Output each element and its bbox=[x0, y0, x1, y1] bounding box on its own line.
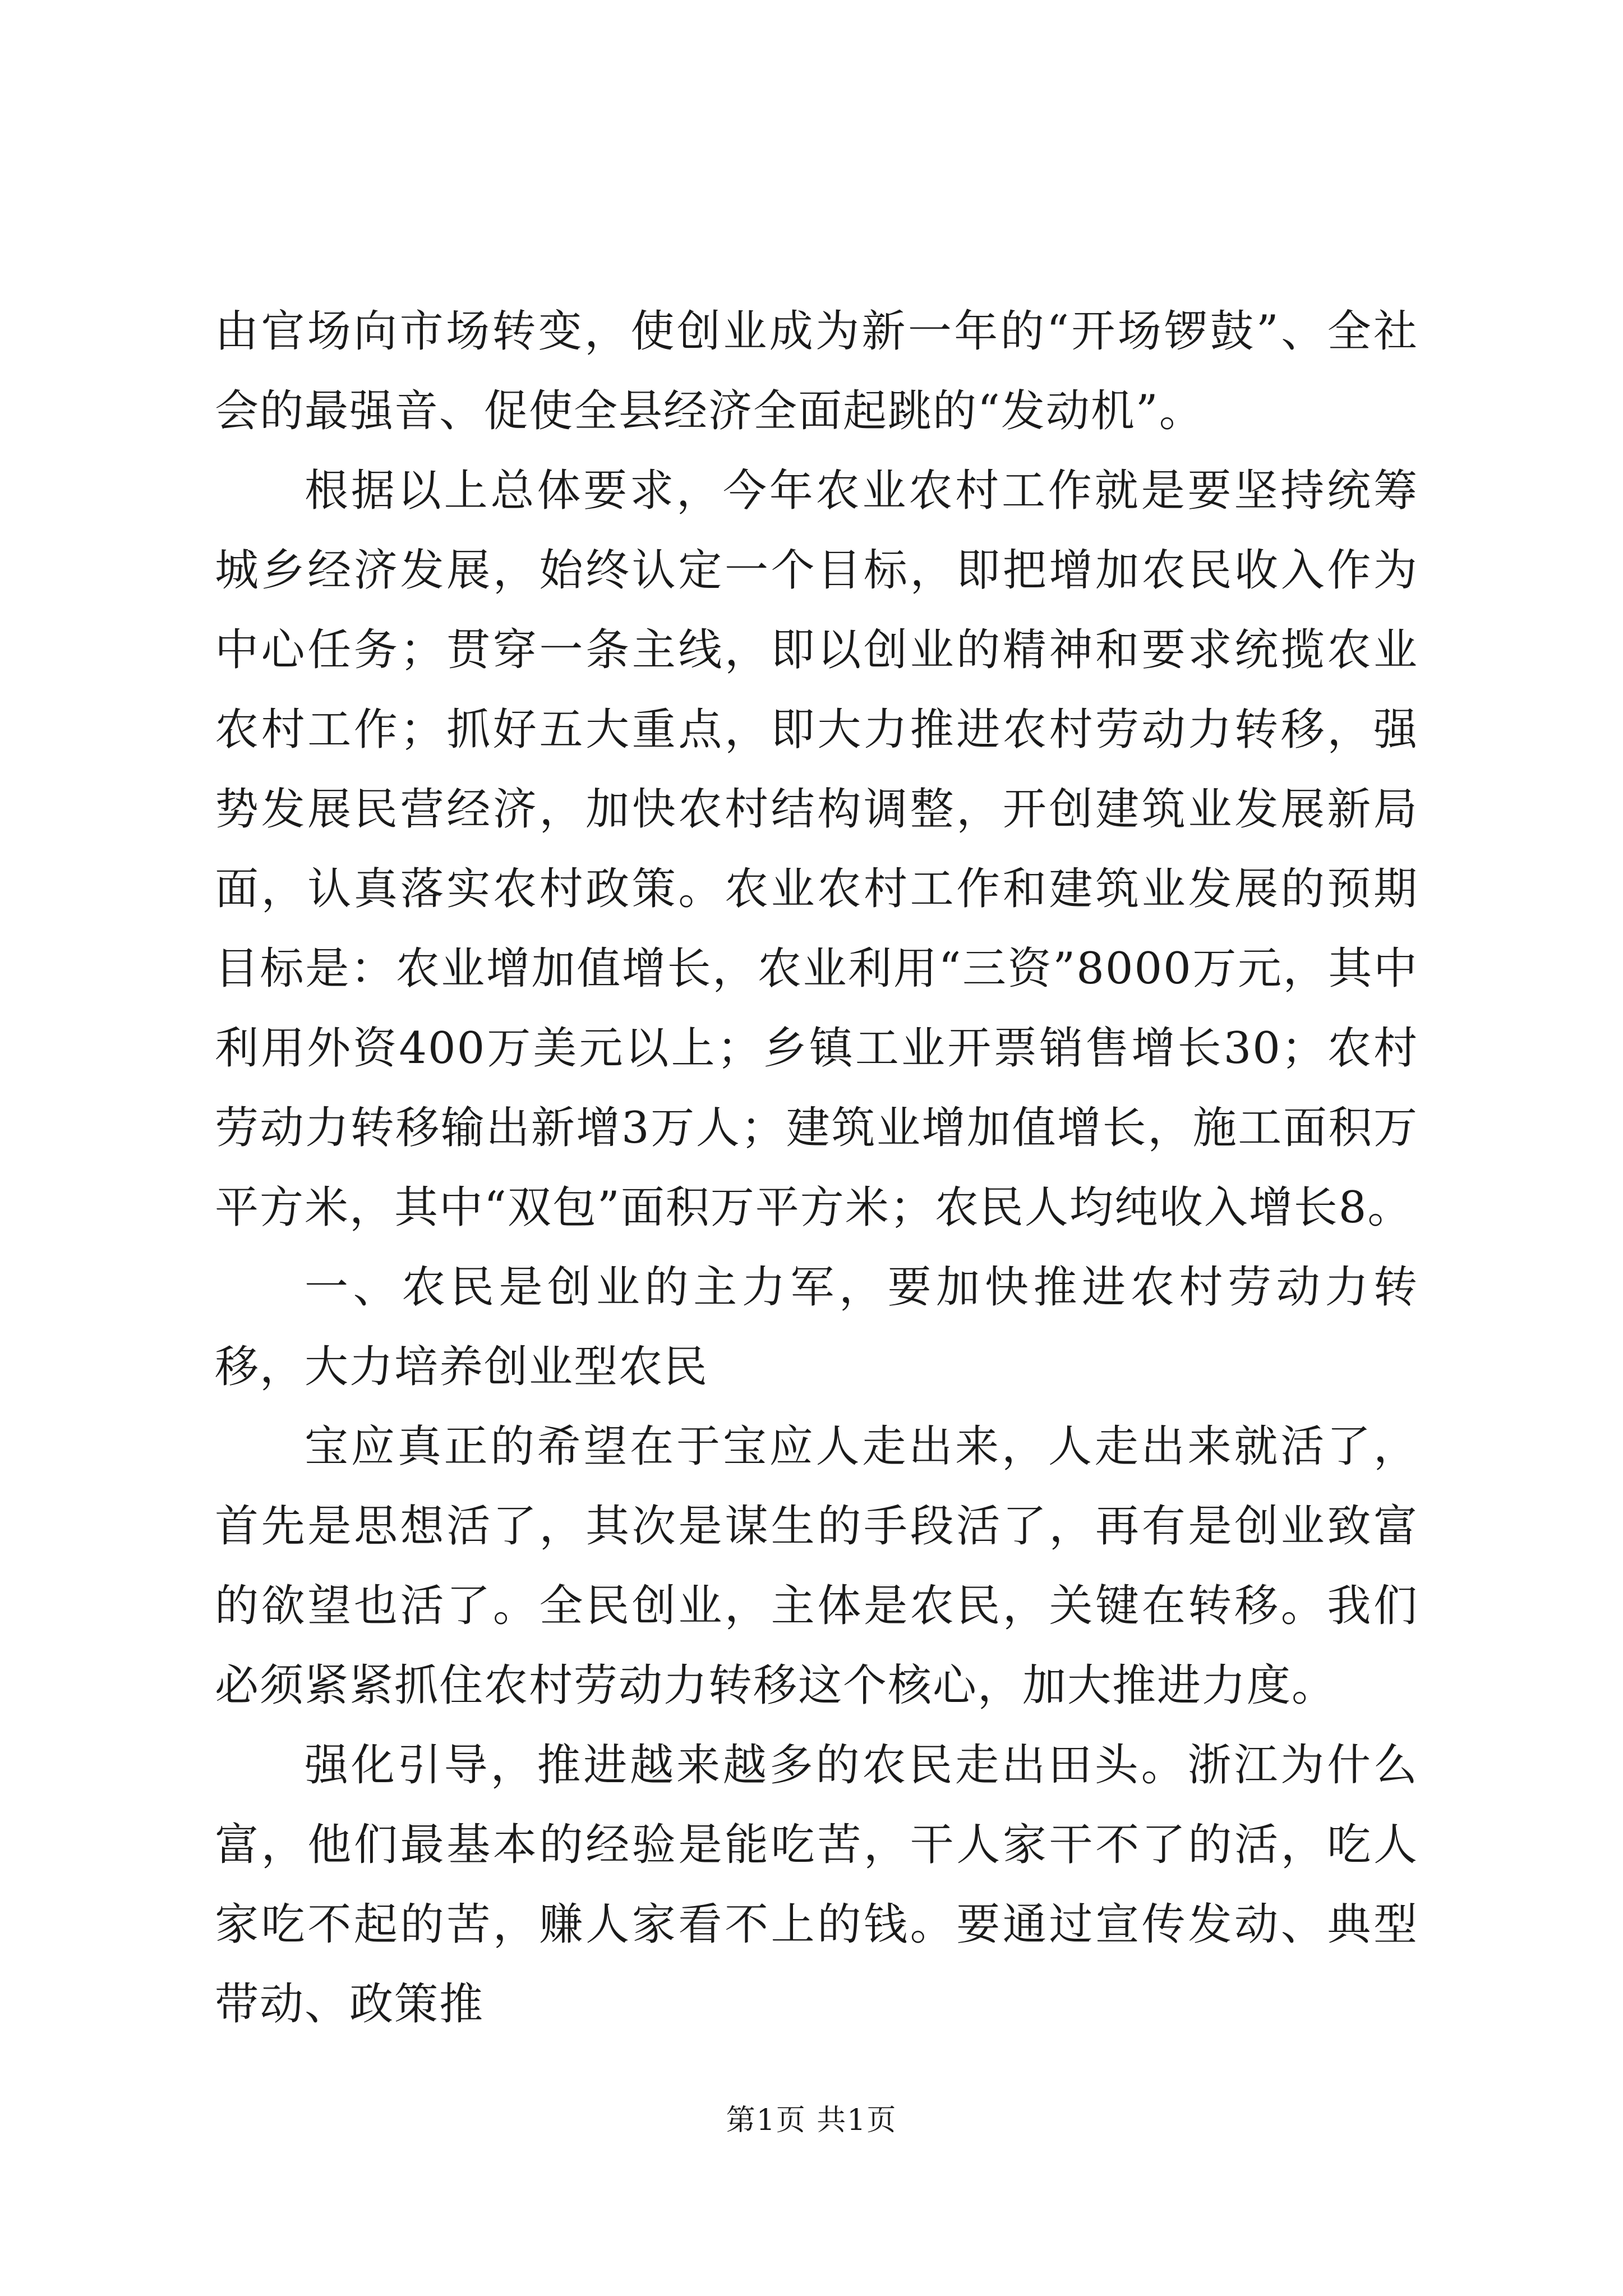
document-body bbox=[215, 292, 1418, 2044]
section-heading-one: 一、农民是创业的主力军，要加快推进农村劳动力转移，大力培养创业型农民 bbox=[215, 1262, 1418, 1392]
paragraph-baoying-hope: 宝应真正的希望在于宝应人走出来，人走出来就活了，首先是思想活了，其次是谋生的手段活了，再有是创业致富的欲望也活了。全民创业，主体是农民，关键在转移。我们必须紧紧抓住农村劳动力转移这个核心，加大推进力度。 bbox=[215, 1421, 1418, 1711]
page-footer: 第1页 共1页 bbox=[726, 2104, 897, 2137]
paragraph-strengthen-guidance: 强化引导，推进越来越多的农民走出田头。浙江为什么富，他们最基本的经验是能吃苦，干人家干不了的活，吃人家吃不起的苦，赚人家看不上的钱。要通过宣传发动、典型带动、政策推 bbox=[215, 1740, 1418, 2030]
paragraph-overall-requirements: 根据以上总体要求，今年农业农村工作就是要坚持统筹城乡经济发展，始终认定一个目标，即把增加农民收入作为中心任务；贯穿一条主线，即以创业的精神和要求统揽农业农村工作；抓好五大重点，即大力推进农村劳动力转移，强势发展民营经济，加快农村结构调整，开创建筑业发展新局面，认真落实农村政策。农业农村工作和建筑业发展的预期目标是：农业增加值增长，农业利用“三资”8000万元，其中利用外资400万美元以上；乡镇工业开票销售增长30；农村劳动力转移输出新增3万人；建筑业增加值增长，施工面积万平方米，其中“双包”面积万平方米；农民人均纯收入增长8。 bbox=[215, 466, 1418, 1233]
paragraph-continuation: 由官场向市场转变，使创业成为新一年的“开场锣鼓”、全社会的最强音、促使全县经济全面起跳的“发动机”。 bbox=[215, 306, 1418, 436]
